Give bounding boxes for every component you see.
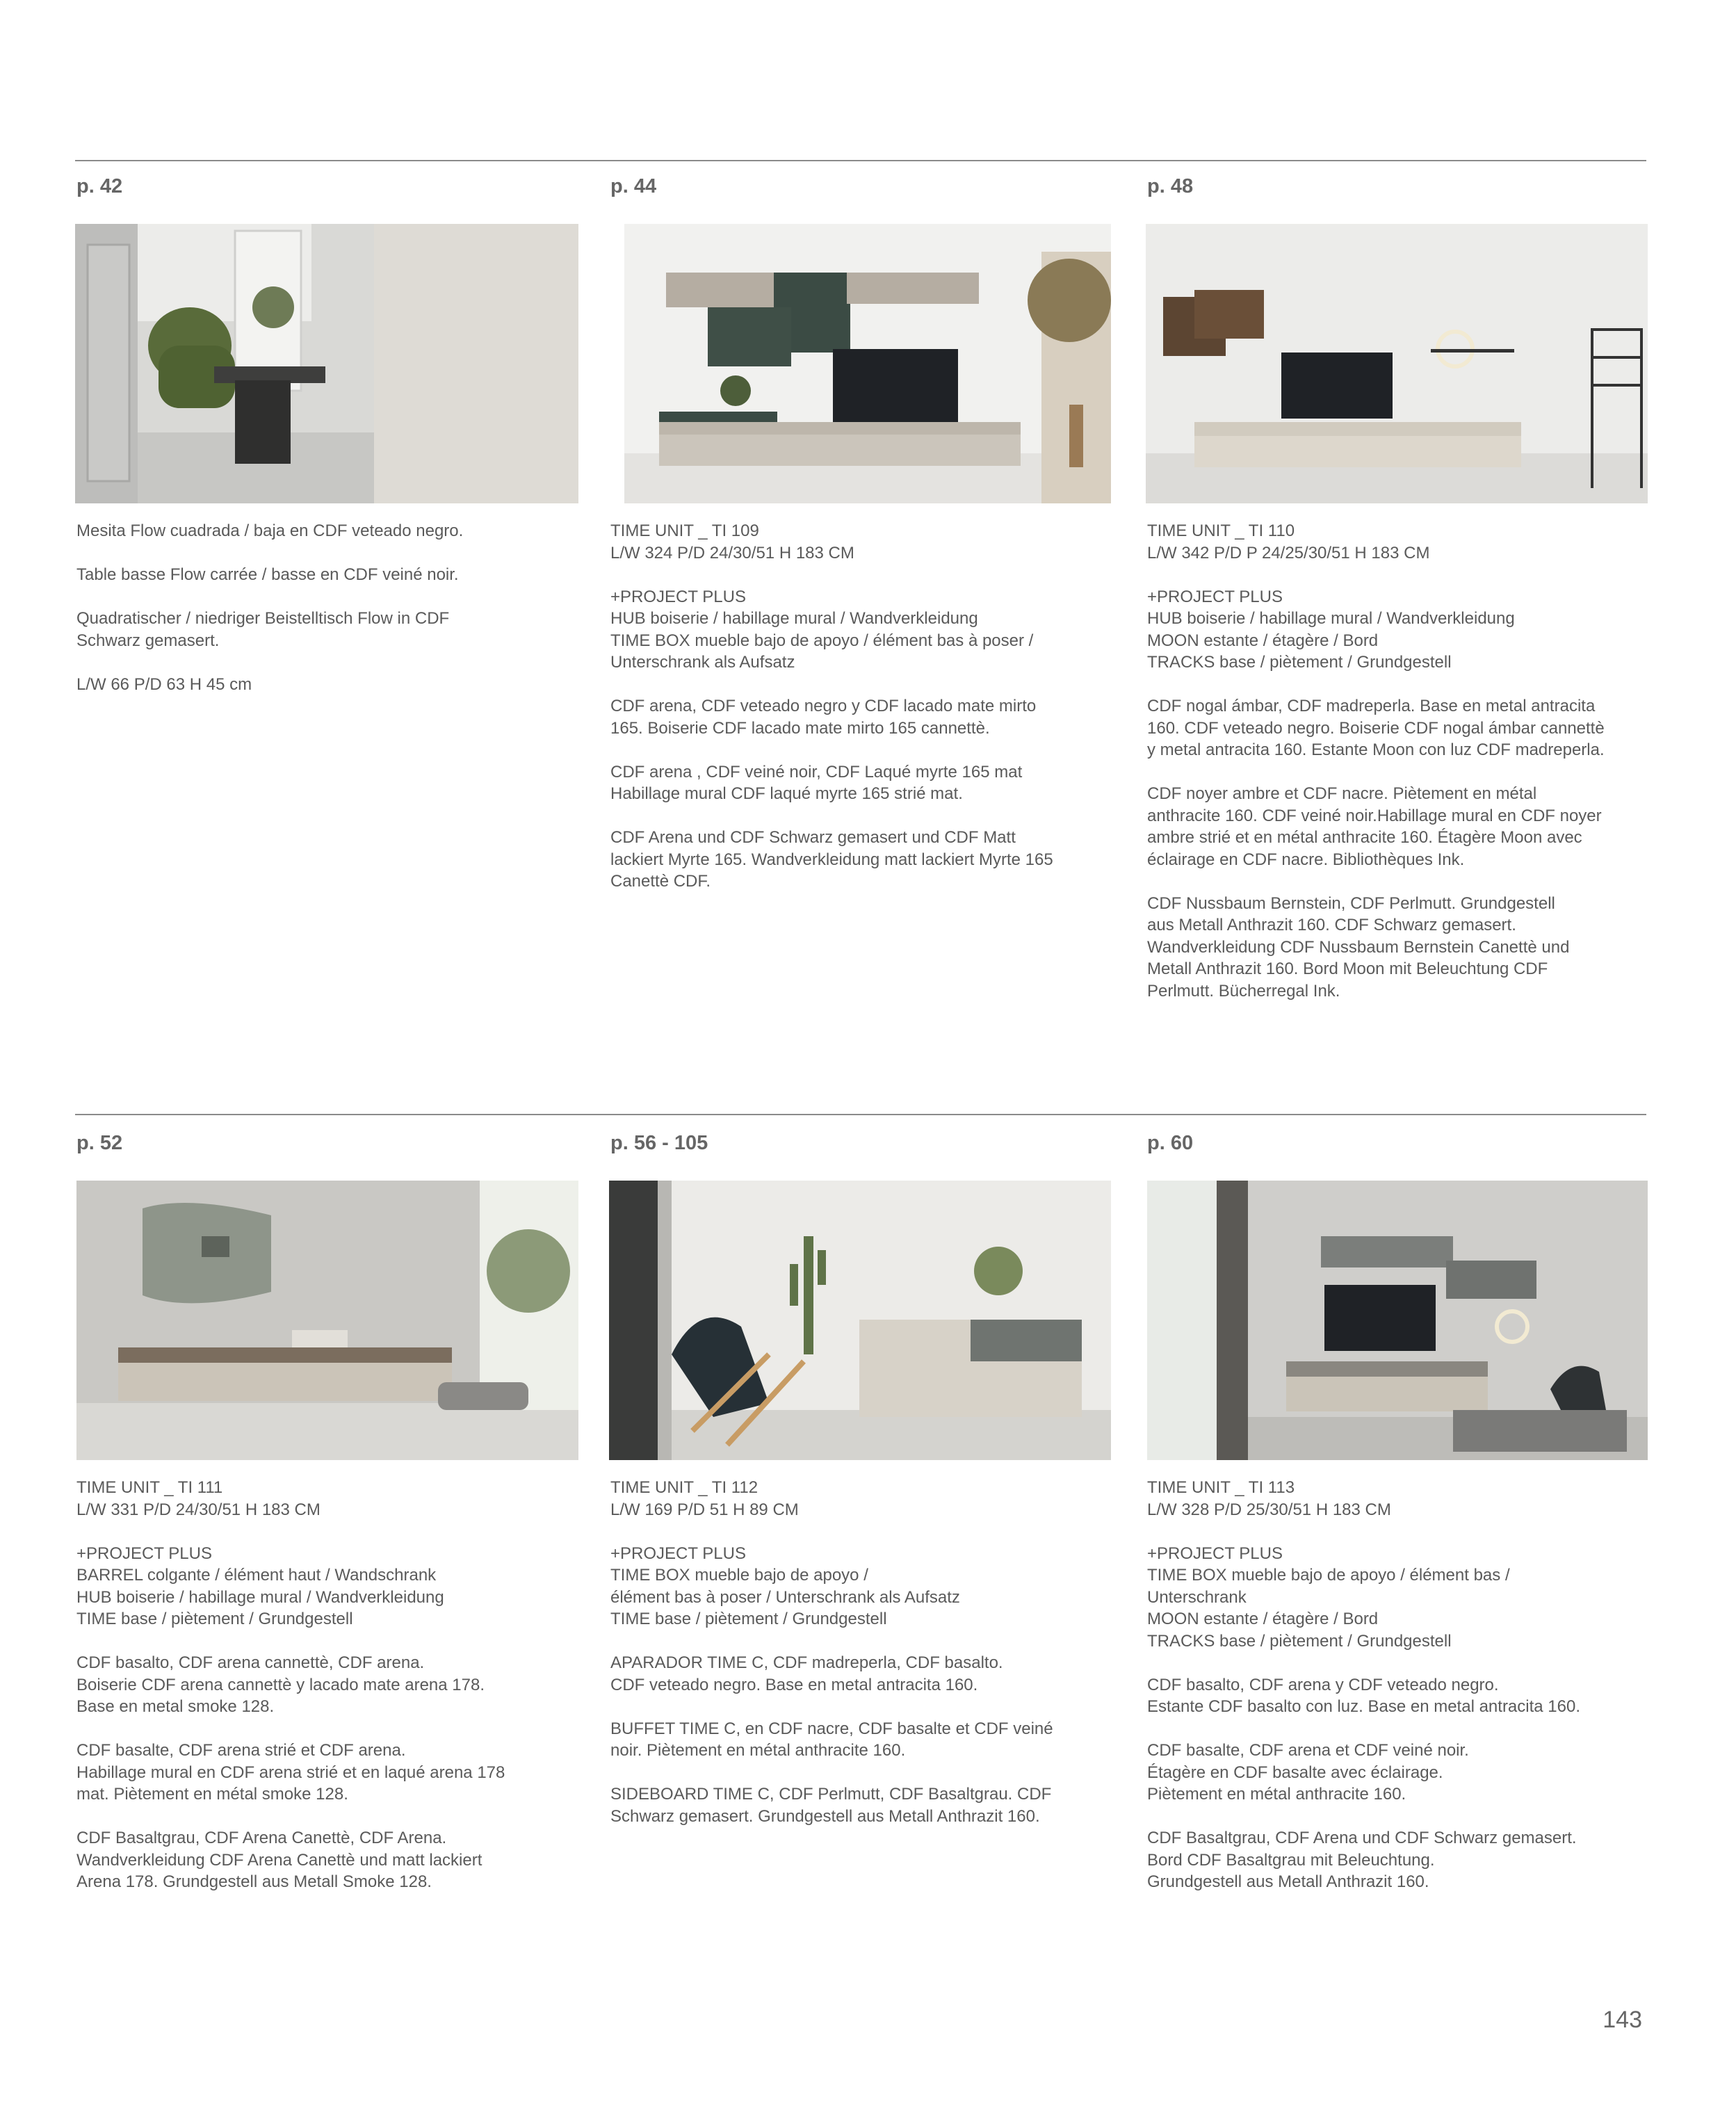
finish-german: CDF Basaltgrau, CDF Arena und CDF Schwarz gemasert. Bord CDF Basaltgrau mit Beleuchtung. Grundgestell aus Metall Anthrazit 160.	[1147, 1829, 1577, 1891]
description-paragraph: Table basse Flow carrée / basse en CDF veiné noir.	[76, 565, 459, 584]
finish-german: CDF Basaltgrau, CDF Arena Canettè, CDF Arena. Wandverkleidung CDF Arena Canettè und matt lackiert Arena 178. Grundgestell aus Metall Smoke 128.	[76, 1829, 482, 1891]
finish-german: CDF Nussbaum Bernstein, CDF Perlmutt. Grundgestell aus Metall Anthrazit 160. CDF Schwarz gemasert. Wandverkleidung CDF Nussbaum Bernstein Canettè und Metall Anthrazit 160. Bord Moon mit Beleuchtung CDF Perlmutt. Bücherregal Ink.	[1147, 893, 1570, 1001]
product-photo-ti113	[1147, 1181, 1648, 1460]
product-photo-ti111	[76, 1181, 578, 1460]
finish-french: CDF basalte, CDF arena strié et CDF arena. Habillage mural en CDF arena strié et en laqué arena 178 mat. Piètement en métal smoke 128.	[76, 1741, 505, 1804]
model-dimensions: TIME UNIT _ TI 110 L/W 342 P/D P 24/25/30/51 H 183 CM	[1147, 521, 1430, 562]
page-reference: p. 42	[76, 175, 123, 197]
project-components: +PROJECT PLUS HUB boiserie / habillage mural / Wandverkleidung MOON estante / étagère / Bord TRACKS base / piètement / Grundgestell	[1147, 587, 1515, 672]
product-photo-ti109	[624, 224, 1111, 503]
entry-description	[76, 1477, 577, 1893]
page-reference: p. 60	[1147, 1132, 1194, 1154]
finish-spanish: CDF nogal ámbar, CDF madreperla. Base en metal antracita 160. CDF veteado negro. Boiserie CDF nogal ámbar cannettè y metal antracita 160. Estante Moon con luz CDF madreperla.	[1147, 697, 1605, 759]
project-components: +PROJECT PLUS BARREL colgante / élément haut / Wandschrank HUB boiserie / habillage mural / Wandverkleidung TIME base / piètement / Grundgestell	[76, 1544, 444, 1628]
model-dimensions: TIME UNIT _ TI 109 L/W 324 P/D 24/30/51 H 183 CM	[610, 521, 854, 562]
page-reference: p. 52	[76, 1132, 123, 1154]
finish-german: SIDEBOARD TIME C, CDF Perlmutt, CDF Basaltgrau. CDF Schwarz gemasert. Grundgestell aus Metall Anthrazit 160.	[610, 1785, 1052, 1826]
page-reference: p. 56 - 105	[610, 1132, 708, 1154]
finish-french: CDF noyer ambre et CDF nacre. Piètement en métal anthracite 160. CDF veiné noir.Habillage mural en CDF noyer ambre strié et en métal anthracite 160. Étagère Moon avec éclairage en CDF nacre. Bibliothèques Ink.	[1147, 784, 1602, 869]
model-dimensions: TIME UNIT _ TI 113 L/W 328 P/D 25/30/51 H 183 CM	[1147, 1478, 1391, 1519]
finish-spanish: CDF basalto, CDF arena y CDF veteado negro. Estante CDF basalto con luz. Base en metal antracita 160.	[1147, 1675, 1581, 1716]
finish-french: CDF basalte, CDF arena et CDF veiné noir. Étagère en CDF basalte avec éclairage. Piètement en métal anthracite 160.	[1147, 1741, 1469, 1804]
entry-description	[76, 520, 577, 695]
middle-divider	[75, 1114, 1646, 1115]
entry-description	[1147, 1477, 1648, 1893]
page-reference: p. 44	[610, 175, 657, 197]
page-reference: p. 48	[1147, 175, 1194, 197]
entry-description	[610, 520, 1111, 893]
entry-description	[1147, 520, 1648, 1002]
entry-description	[610, 1477, 1111, 1827]
project-components: +PROJECT PLUS TIME BOX mueble bajo de apoyo / élément bas / Unterschrank MOON estante / étagère / Bord TRACKS base / piètement / Grundgestell	[1147, 1544, 1510, 1651]
description-paragraph: Mesita Flow cuadrada / baja en CDF veteado negro.	[76, 521, 464, 540]
project-components: +PROJECT PLUS TIME BOX mueble bajo de apoyo / élément bas à poser / Unterschrank als Aufsatz TIME base / piètement / Grundgestell	[610, 1544, 960, 1628]
finish-spanish: APARADOR TIME C, CDF madreperla, CDF basalto. CDF veteado negro. Base en metal antracita 160.	[610, 1653, 1003, 1694]
finish-spanish: CDF arena, CDF veteado negro y CDF lacado mate mirto 165. Boiserie CDF lacado mate mirto 165 cannettè.	[610, 697, 1037, 738]
model-dimensions: TIME UNIT _ TI 111 L/W 331 P/D 24/30/51 H 183 CM	[76, 1478, 321, 1519]
product-photo-ti112	[609, 1181, 1111, 1460]
product-photo-ti110	[1146, 224, 1648, 503]
dimensions: L/W 66 P/D 63 H 45 cm	[76, 674, 252, 694]
page-number: 143	[1603, 2007, 1642, 2033]
finish-french: BUFFET TIME C, en CDF nacre, CDF basalte et CDF veiné noir. Piètement en métal anthracite 160.	[610, 1719, 1053, 1760]
description-paragraph: Quadratischer / niedriger Beistelltisch Flow in CDF Schwarz gemasert.	[76, 609, 450, 650]
model-dimensions: TIME UNIT _ TI 112 L/W 169 P/D 51 H 89 CM	[610, 1478, 799, 1519]
finish-french: CDF arena , CDF veiné noir, CDF Laqué myrte 165 mat Habillage mural CDF laqué myrte 165 strié mat.	[610, 762, 1023, 803]
product-photo-flow-table	[75, 224, 578, 503]
project-components: +PROJECT PLUS HUB boiserie / habillage mural / Wandverkleidung TIME BOX mueble bajo de apoyo / élément bas à poser / Unterschrank als Aufsatz	[610, 587, 1034, 672]
finish-spanish: CDF basalto, CDF arena cannettè, CDF arena. Boiserie CDF arena cannettè y lacado mate arena 178. Base en metal smoke 128.	[76, 1653, 485, 1716]
finish-german: CDF Arena und CDF Schwarz gemasert und CDF Matt lackiert Myrte 165. Wandverkleidung matt lackiert Myrte 165 Canettè CDF.	[610, 828, 1053, 891]
top-divider	[75, 160, 1646, 161]
